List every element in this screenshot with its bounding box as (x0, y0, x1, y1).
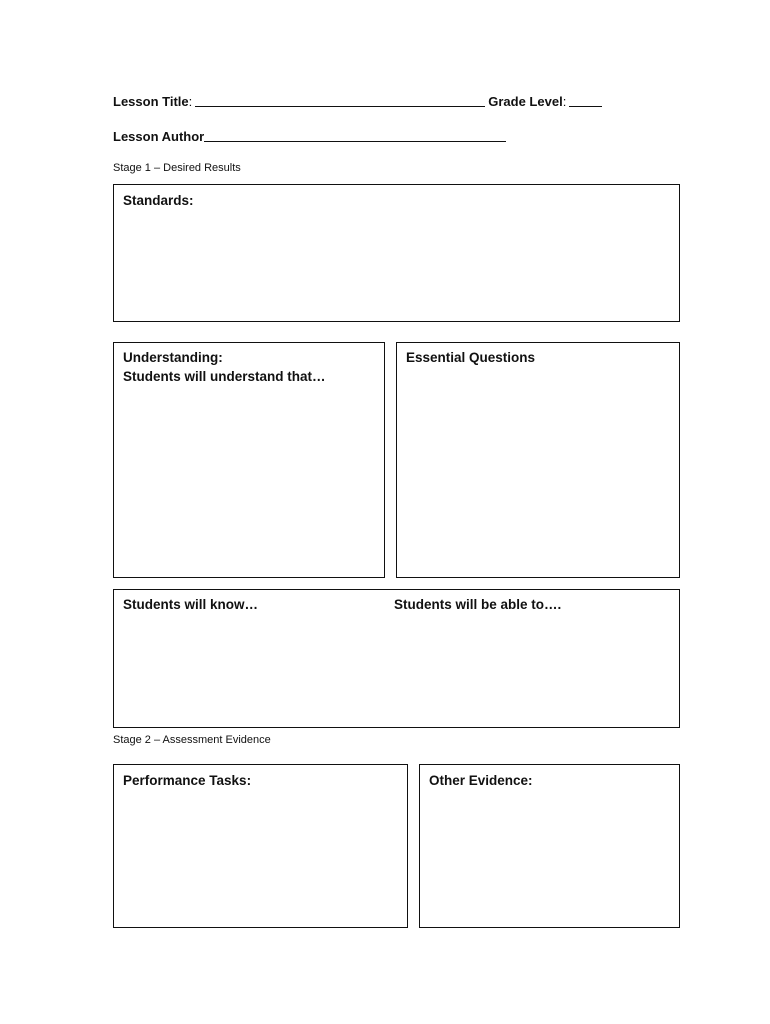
grade-level-colon: : (562, 94, 567, 109)
understanding-box[interactable] (113, 342, 385, 578)
grade-level-field[interactable] (569, 94, 602, 107)
performance-tasks-title: Performance Tasks: (123, 773, 252, 788)
grade-level-label: Grade Level (488, 94, 563, 109)
other-evidence-title: Other Evidence: (429, 773, 533, 788)
stage-1-heading: Stage 1 – Desired Results (113, 162, 241, 174)
understanding-subtitle: Students will understand that… (123, 369, 326, 384)
standards-title: Standards: (123, 193, 194, 208)
other-evidence-box[interactable] (419, 764, 680, 928)
essential-questions-title: Essential Questions (406, 350, 536, 365)
lesson-title-colon: : (188, 94, 193, 109)
lesson-author-row (113, 129, 509, 144)
understanding-title: Understanding: (123, 350, 223, 365)
lesson-author-field[interactable] (204, 129, 506, 142)
know-able-box[interactable] (113, 589, 680, 728)
lesson-author-label: Lesson Author (113, 129, 205, 144)
lesson-title-field[interactable] (195, 94, 485, 107)
students-will-be-able-title: Students will be able to…. (394, 597, 562, 612)
lesson-title-row (113, 94, 605, 109)
stage-2-heading: Stage 2 – Assessment Evidence (113, 734, 271, 746)
essential-questions-box[interactable] (396, 342, 680, 578)
standards-box[interactable] (113, 184, 680, 322)
lesson-title-label: Lesson Title (113, 94, 189, 109)
students-will-know-title: Students will know… (123, 597, 259, 612)
performance-tasks-box[interactable] (113, 764, 408, 928)
